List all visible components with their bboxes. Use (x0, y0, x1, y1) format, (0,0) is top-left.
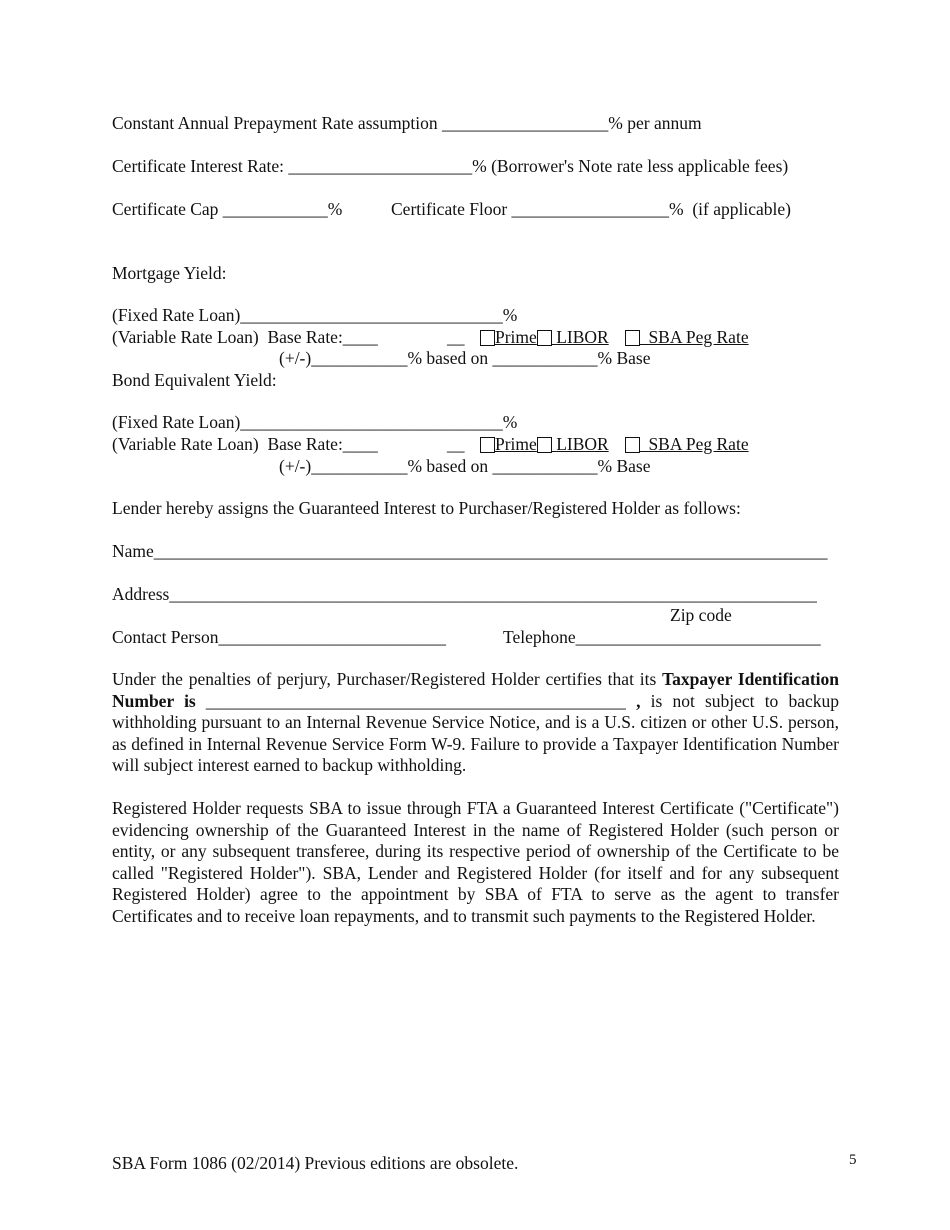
mortgage-libor-checkbox[interactable] (537, 330, 552, 346)
bond-variable-blank: __ (447, 434, 465, 454)
holder-address-field[interactable]: Address__________________________________________________________________________ (112, 584, 817, 604)
taxpayer-is: is (173, 690, 206, 711)
mortgage-yield-heading: Mortgage Yield: (112, 263, 227, 283)
mortgage-fixed-rate-line: (Fixed Rate Loan)______________________________% (112, 305, 518, 325)
bond-libor-checkbox[interactable] (537, 437, 552, 453)
holder-name-field[interactable]: Name_____________________________________________________________________________ (112, 541, 828, 561)
taxpayer-text-end: is not subject to backup withholding pursuant to an Internal Revenue Service Notice, and is a U.S. citizen or other U.S. person, as defined in Internal Revenue Service Form W-9. Failure to provide a Taxpayer Identification Number will subject interest earned to backup withholding. (112, 690, 839, 776)
bond-libor-label: LIBOR (556, 434, 609, 454)
certificate-floor-line: Certificate Floor __________________% (if applicable) (391, 199, 791, 219)
zip-code-label: Zip code (670, 605, 732, 625)
bond-rate-options (464, 434, 749, 454)
bond-yield-heading: Bond Equivalent Yield: (112, 370, 277, 390)
mortgage-spread-line: (+/-)___________% based on ____________% Base (279, 348, 651, 368)
taxpayer-id-label: Taxpayer Identification Number (112, 669, 839, 711)
bond-sba-peg-checkbox[interactable] (625, 437, 640, 453)
certificate-cap-line: Certificate Cap ____________% (112, 199, 343, 219)
bond-prime-checkbox[interactable] (480, 437, 495, 453)
mortgage-prime-checkbox[interactable] (480, 330, 495, 346)
taxpayer-certification-paragraph (112, 669, 839, 777)
mortgage-sba-peg-label: SBA Peg Rate (648, 327, 749, 347)
mortgage-prime-label: Prime (495, 327, 537, 347)
bond-fixed-rate-line: (Fixed Rate Loan)______________________________% (112, 412, 518, 432)
taxpayer-text-start: Under the penalties of perjury, Purchaser/Registered Holder certifies that its (112, 669, 663, 689)
page-number: 5 (849, 1152, 857, 1168)
prepayment-rate-line: Constant Annual Prepayment Rate assumption ___________________% per annum (112, 113, 702, 133)
mortgage-libor-label: LIBOR (556, 327, 609, 347)
mortgage-rate-options (464, 327, 749, 347)
bond-prime-label: Prime (495, 434, 537, 454)
assignment-statement: Lender hereby assigns the Guaranteed Interest to Purchaser/Registered Holder as follows: (112, 498, 741, 518)
telephone-field[interactable]: Telephone____________________________ (503, 627, 821, 647)
certificate-interest-rate-line: Certificate Interest Rate: _____________________% (Borrower's Note rate less applicable fees) (112, 156, 789, 176)
bond-spread-line: (+/-)___________% based on ____________% Base (279, 456, 651, 476)
mortgage-variable-blank: __ (447, 327, 465, 347)
mortgage-variable-rate-label: (Variable Rate Loan) Base Rate:____ (112, 327, 378, 347)
contact-person-field[interactable]: Contact Person__________________________ (112, 627, 446, 647)
form-footer: SBA Form 1086 (02/2014) Previous editions are obsolete. (112, 1153, 519, 1173)
bond-sba-peg-label: SBA Peg Rate (648, 434, 749, 454)
taxpayer-comma: , (625, 690, 641, 711)
bond-variable-rate-label: (Variable Rate Loan) Base Rate:____ (112, 434, 378, 454)
mortgage-sba-peg-checkbox[interactable] (625, 330, 640, 346)
taxpayer-id-blank[interactable]: ________________________________________________ (205, 690, 626, 711)
registered-holder-paragraph: Registered Holder requests SBA to issue through FTA a Guaranteed Interest Certificate ("Certificate") evidencing ownership of the Guaranteed Interest in the name of Registered Holder (such person or entity, or any subsequent transferee, during its respective period of ownership of the Certificate to be called "Registered Holder"). SBA, Lender and Registered Holder (for itself and for any subsequent Registered Holder) agree to the appointment by SBA of FTA to serve as the agent to transfer Certificates and to receive loan repayments, and to transmit such payments to the Registered Holder. (112, 798, 839, 926)
